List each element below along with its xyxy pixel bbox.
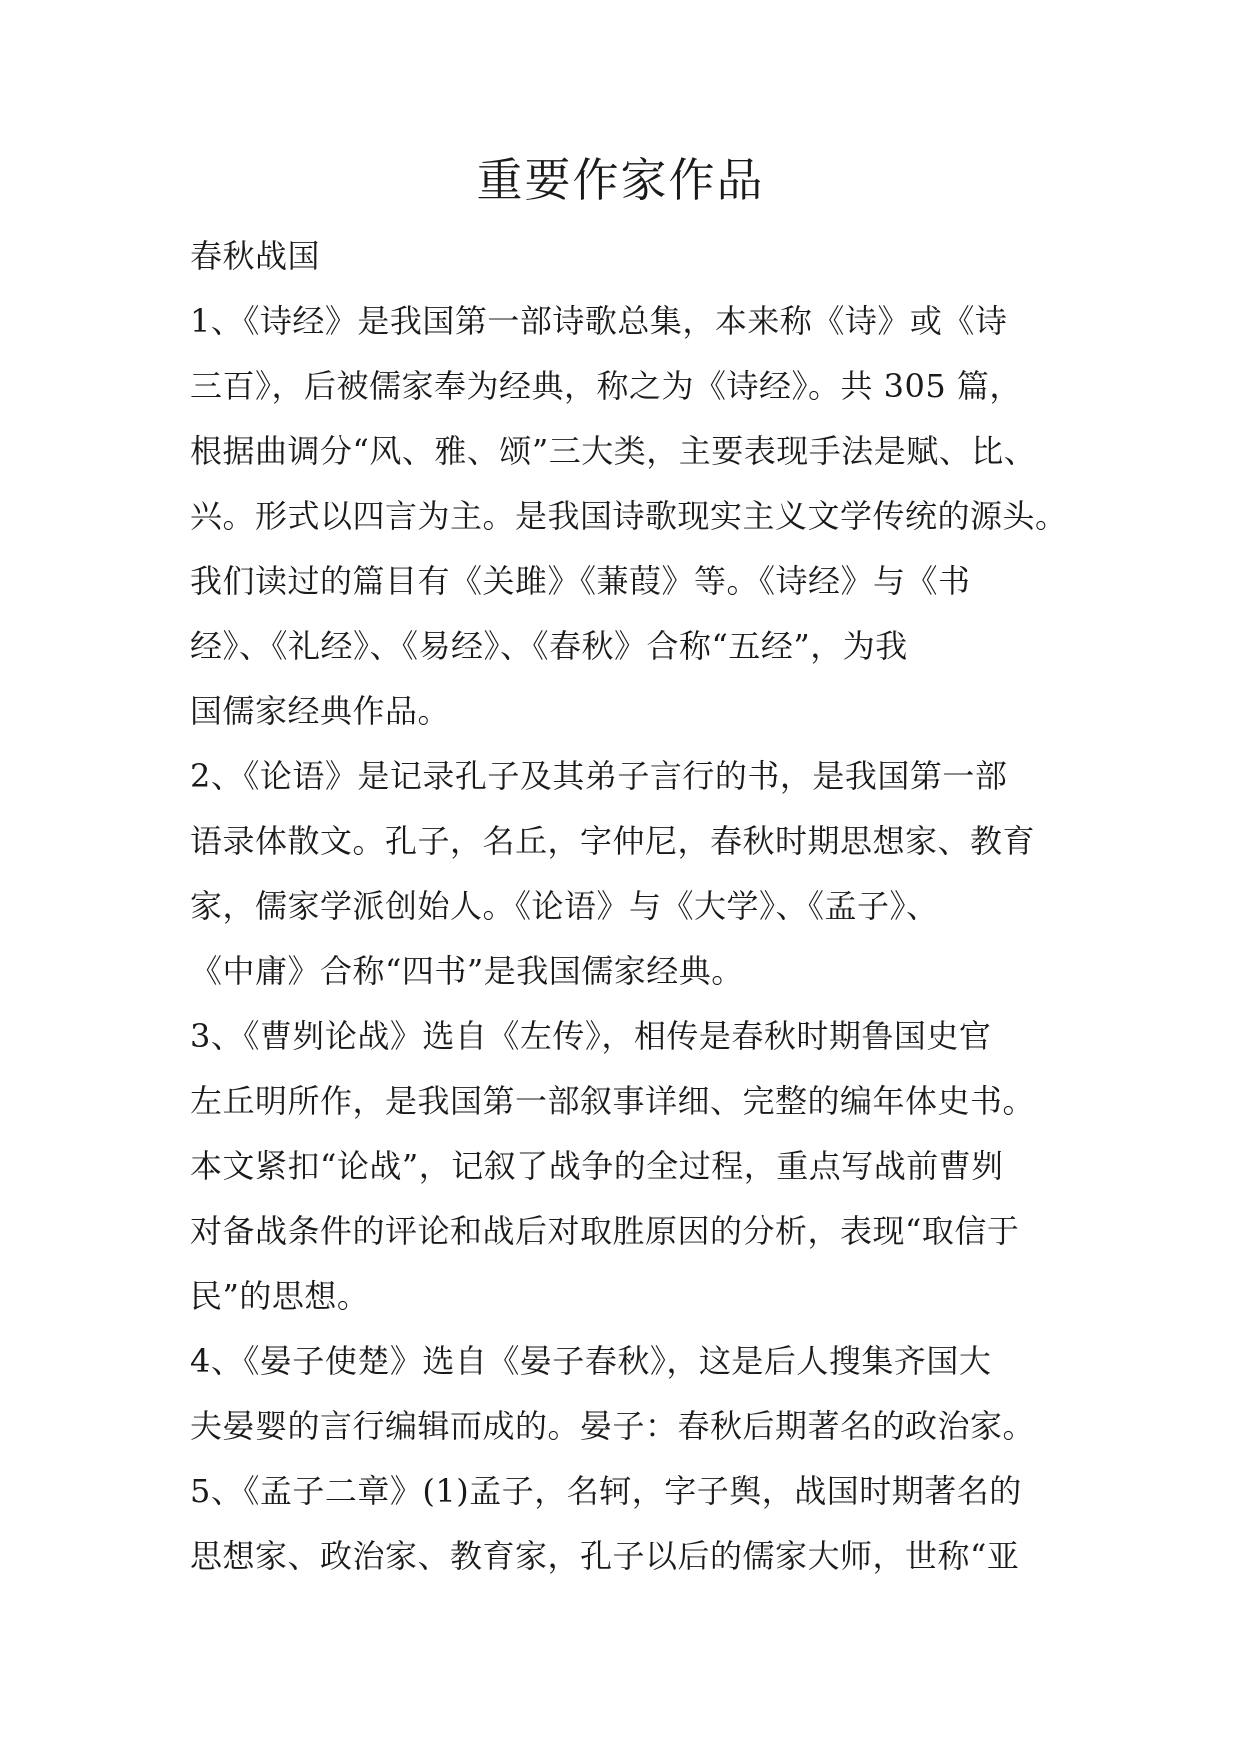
document-body xyxy=(190,224,1068,1589)
text-line: 民”的思想。 xyxy=(190,1277,370,1315)
text-line: 国儒家经典作品。 xyxy=(190,692,451,730)
text-line: 2、《论语》是记录孔子及其弟子言行的书，是我国第一部 xyxy=(190,757,1008,795)
page-title: 重要作家作品 xyxy=(476,153,765,207)
text-line: 思想家、政治家、教育家，孔子以后的儒家大师，世称“亚 xyxy=(190,1537,1020,1575)
text-line: 左丘明所作，是我国第一部叙事详细、完整的编年体史书。 xyxy=(190,1082,1036,1120)
text-line: 三百》，后被儒家奉为经典，称之为《诗经》。共 305 篇， xyxy=(190,367,1022,405)
text-line: 《中庸》合称“四书”是我国儒家经典。 xyxy=(190,952,744,990)
text-line: 经》、《礼经》、《易经》、《春秋》合称“五经”，为我 xyxy=(190,627,908,665)
text-line: 5、《孟子二章》(1)孟子，名轲，字子舆，战国时期著名的 xyxy=(190,1472,1022,1510)
text-line: 我们读过的篇目有《关雎》《蒹葭》等。《诗经》与《书 xyxy=(190,562,971,600)
text-line: 对备战条件的评论和战后对取胜原因的分析，表现“取信于 xyxy=(190,1212,1020,1250)
text-line: 根据曲调分“风、雅、颂”三大类，主要表现手法是赋、比、 xyxy=(190,432,1037,470)
text-line: 1、《诗经》是我国第一部诗歌总集，本来称《诗》或《诗 xyxy=(190,302,1008,340)
text-line: 家，儒家学派创始人。《论语》与《大学》、《孟子》、 xyxy=(190,887,939,925)
text-line: 语录体散文。孔子，名丘，字仲尼，春秋时期思想家、教育 xyxy=(190,822,1036,860)
section-heading: 春秋战国 xyxy=(190,237,321,275)
text-line: 4、《晏子使楚》选自《晏子春秋》，这是后人搜集齐国大 xyxy=(190,1342,992,1380)
text-line: 兴。形式以四言为主。是我国诗歌现实主义文学传统的源头。 xyxy=(190,497,1068,535)
text-line: 3、《曹刿论战》选自《左传》，相传是春秋时期鲁国史官 xyxy=(190,1017,992,1055)
text-line: 夫晏婴的言行编辑而成的。晏子：春秋后期著名的政治家。 xyxy=(190,1407,1036,1445)
text-line: 本文紧扣“论战”，记叙了战争的全过程，重点写战前曹刿 xyxy=(190,1147,1004,1185)
